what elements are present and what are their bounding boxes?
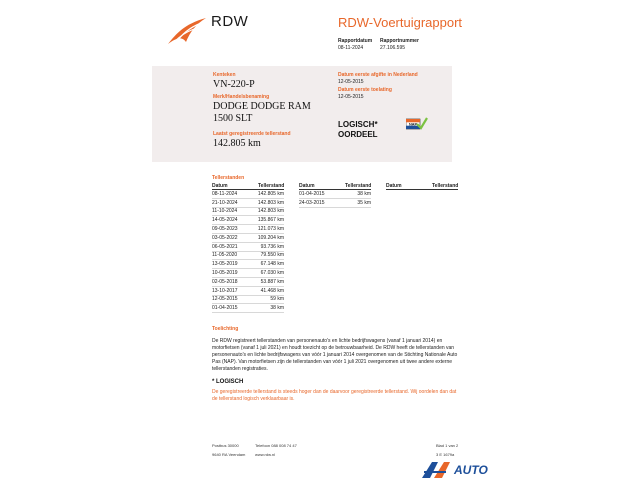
explanation-title: Toelichting xyxy=(212,326,239,332)
report-date: 08-11-2024 xyxy=(338,45,364,51)
reading-date: 13-05-2019 xyxy=(212,261,238,268)
rdw-logo-icon xyxy=(166,14,210,48)
nap-label: NAP xyxy=(408,122,418,127)
col2-reading-header: Tellerstand xyxy=(345,183,372,189)
watermark-text: AUTO xyxy=(454,463,488,477)
reading-date: 14-05-2024 xyxy=(212,217,238,224)
make-model-line2: 1500 SLT xyxy=(213,113,253,124)
logisch-note-title: * LOGISCH xyxy=(212,379,244,385)
report-date-label: Rapportdatum xyxy=(338,38,373,44)
reading-km: 41.468 km xyxy=(260,287,284,294)
table-row xyxy=(212,304,284,313)
reading-km: 142.803 km xyxy=(257,199,284,206)
reading-date: 11-10-2024 xyxy=(212,208,238,215)
reading-date: 03-05-2022 xyxy=(212,234,238,241)
reading-km: 142.805 km xyxy=(257,190,284,197)
reading-km: 67.148 km xyxy=(260,261,284,268)
reading-km: 109.204 km xyxy=(257,234,284,241)
col2-date-header: Datum xyxy=(299,183,315,189)
footer-contact xyxy=(255,441,297,459)
first-admission: 12-05-2015 xyxy=(338,94,364,100)
table-row xyxy=(212,287,284,296)
col1-reading-header: Tellerstand xyxy=(258,183,285,189)
odometer-section-title: Tellerstanden xyxy=(212,175,245,181)
footer-code: 3 E 1679a xyxy=(436,452,455,457)
table-row xyxy=(212,252,284,261)
odometer-column-2 xyxy=(299,190,371,208)
table-row xyxy=(212,225,284,234)
auto-watermark-logo-icon xyxy=(420,458,500,480)
reading-date: 02-05-2018 xyxy=(212,278,238,285)
table-row xyxy=(212,296,284,305)
reading-km: 38 km xyxy=(270,305,284,312)
logisch-line2: OORDEEL xyxy=(338,130,378,139)
table-row xyxy=(212,269,284,278)
logisch-note-text: De geregistreerde tellerstand is steeds hoger dan de daarvoor geregistreerde tellerstand. Wij oordelen dan dat de tellerstand logisch verklaarbaar is. xyxy=(212,389,457,402)
col3-header-rule xyxy=(386,189,458,190)
explanation-text: De RDW registreert tellerstanden van personenauto's en lichte bedrijfswagens (vanaf 1 januari 2014) en motorfietsen (vanaf 1 juli 2021) en houdt toezicht op de betrouwbaarheid. De RDW heeft de tellerstanden van personenauto's en lichte bedrijfswagens van vóór 1 januari 2014 overgenomen van de Stichting Nationale Auto Pas (NAP). Van motorfietsen zijn de tellerstanden van vóór 1 juli 2021 overgenomen uit twee andere externe tellerstanden registraties. xyxy=(212,338,458,372)
table-row xyxy=(212,208,284,217)
vehicle-panel xyxy=(152,66,452,162)
reading-date: 08-11-2024 xyxy=(212,190,238,197)
footer-page-number: Blad 1 van 2 xyxy=(436,443,459,448)
table-row xyxy=(212,243,284,252)
footer-city: 9640 RA Veendam xyxy=(212,452,246,457)
table-row xyxy=(212,234,284,243)
table-row xyxy=(212,260,284,269)
footer-phone: Telefoon 088 008 74 47 xyxy=(255,443,297,448)
reading-km: 59 km xyxy=(270,296,284,303)
reading-date: 01-04-2015 xyxy=(299,190,325,197)
table-row xyxy=(212,190,284,199)
table-row xyxy=(212,199,284,208)
reading-date: 13-10-2017 xyxy=(212,287,238,294)
reading-date: 09-05-2023 xyxy=(212,226,238,233)
reading-date: 24-03-2015 xyxy=(299,199,325,206)
make-model-line1: DODGE DODGE RAM xyxy=(213,101,311,112)
reading-km: 135.867 km xyxy=(257,217,284,224)
table-row xyxy=(299,199,371,208)
report-number: 27.106.595 xyxy=(380,45,406,51)
reading-date: 01-04-2015 xyxy=(212,305,238,312)
report-date-block xyxy=(338,38,372,52)
footer-page xyxy=(436,441,458,459)
reading-km: 38 km xyxy=(357,190,371,197)
reading-km: 142.803 km xyxy=(257,208,284,215)
table-row xyxy=(212,278,284,287)
plate: VN-220-P xyxy=(213,79,255,90)
last-odometer: 142.805 km xyxy=(213,138,261,149)
brand-name: RDW xyxy=(211,13,249,30)
table-row xyxy=(212,216,284,225)
reading-km: 93.736 km xyxy=(260,243,284,250)
reading-date: 12-05-2015 xyxy=(212,296,238,303)
footer-address xyxy=(212,441,245,459)
nap-badge-icon xyxy=(406,117,428,131)
col3-date-header: Datum xyxy=(386,183,402,189)
reading-date: 21-10-2024 xyxy=(212,199,238,206)
reading-date: 06-05-2021 xyxy=(212,243,238,250)
odometer-column-1 xyxy=(212,190,284,313)
reading-km: 53.887 km xyxy=(260,278,284,285)
col1-date-header: Datum xyxy=(212,183,228,189)
report-title: RDW-Voertuigrapport xyxy=(338,15,463,30)
footer-postbus: Postbus 30000 xyxy=(212,443,239,448)
reading-km: 67.030 km xyxy=(260,270,284,277)
first-admission-nl-label: Datum eerste afgifte in Nederland xyxy=(338,72,418,78)
first-admission-nl: 12-05-2015 xyxy=(338,79,364,85)
reading-date: 11-05-2020 xyxy=(212,252,238,259)
table-row xyxy=(299,190,371,199)
make-model-label: Merk/Handelsbenaming xyxy=(213,94,270,100)
logisch-line1: LOGISCH* xyxy=(338,120,378,129)
reading-km: 79.550 km xyxy=(260,252,284,259)
report-number-block xyxy=(380,38,419,52)
col3-reading-header: Tellerstand xyxy=(432,183,459,189)
last-odometer-label: Laatst geregistreerde tellerstand xyxy=(213,131,291,137)
reading-km: 121.073 km xyxy=(257,226,284,233)
first-admission-label: Datum eerste toelating xyxy=(338,87,392,93)
report-number-label: Rapportnummer xyxy=(380,38,419,44)
reading-km: 35 km xyxy=(357,199,371,206)
footer-web: www.rdw.nl xyxy=(255,452,276,457)
plate-label: Kenteken xyxy=(213,72,236,78)
reading-date: 10-05-2019 xyxy=(212,270,238,277)
